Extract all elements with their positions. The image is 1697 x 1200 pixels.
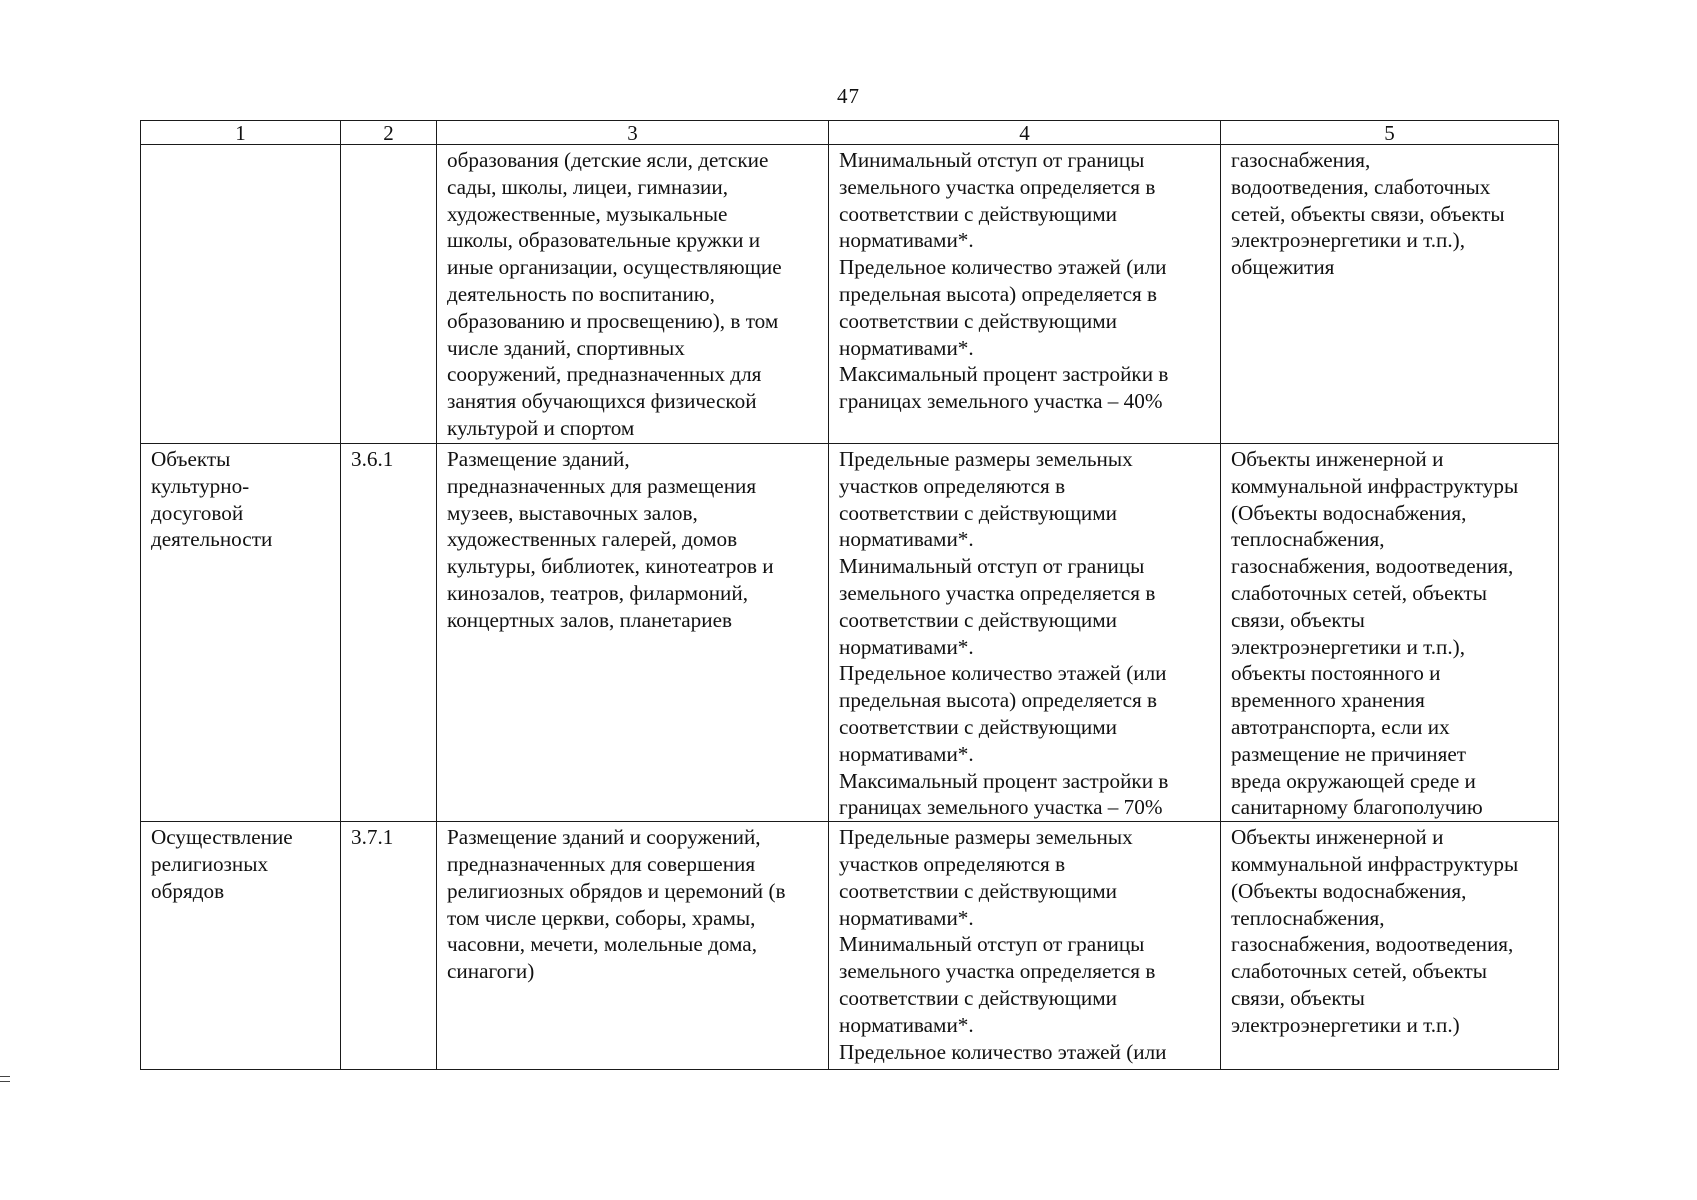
table-row	[141, 444, 1559, 822]
cell-use-type	[141, 822, 341, 1070]
cell-parameters-text: Минимальный отступ от границы земельного участка определяется в соответствии с действующими нормативами*. Предельное количество этажей (или предельная высота) определяется в соответствии с действующими нормативами*. Максимальный процент застройки в границах земельного участка – 40%	[839, 148, 1169, 414]
header-col-3: 3	[437, 121, 829, 145]
cell-parameters	[829, 822, 1221, 1070]
cell-auxiliary-uses	[1221, 145, 1559, 444]
cell-use-type-text: Осуществление религиозных обрядов	[151, 825, 293, 903]
regulations-table	[140, 120, 1559, 1070]
cell-code	[341, 822, 437, 1070]
scan-edge-mark	[0, 1076, 10, 1082]
cell-auxiliary-uses	[1221, 822, 1559, 1070]
cell-parameters	[829, 145, 1221, 444]
cell-use-type	[141, 145, 341, 444]
header-col-1: 1	[141, 121, 341, 145]
cell-auxiliary-uses-text: Объекты инженерной и коммунальной инфраструктуры (Объекты водоснабжения, теплоснабжения, газоснабжения, водоотведения, слаботочных сетей, объекты связи, объекты электроэнергетики и т.п.), объекты постоянного и временного хранения автотранспорта, если их размещение не причиняет вреда окружающей среде и санитарному благополучию	[1231, 447, 1519, 820]
cell-description-text: Размещение зданий, предназначенных для размещения музеев, выставочных залов, художественных галерей, домов культуры, библиотек, кинотеатров и кинозалов, театров, филармоний, концертных залов, планетариев	[447, 447, 774, 632]
header-col-5: 5	[1221, 121, 1559, 145]
cell-description-text: образования (детские ясли, детские сады, школы, лицеи, гимназии, художественные, музыкальные школы, образовательные кружки и иные организации, осуществляющие деятельность по воспитанию, образованию и просвещению), в том числе зданий, спортивных сооружений, предназначенных для занятия обучающихся физической культурой и спортом	[447, 148, 782, 440]
cell-auxiliary-uses	[1221, 444, 1559, 822]
header-row	[141, 121, 1559, 145]
page-number: 47	[837, 84, 860, 108]
cell-use-type-text: Объекты культурно- досуговой деятельности	[151, 447, 273, 552]
cell-parameters-text: Предельные размеры земельных участков определяются в соответствии с действующими нормативами*. Минимальный отступ от границы земельного участка определяется в соответствии с действующими нормативами*. Предельное количество этажей (или предельная высота) определяется в соответствии с действующими нормативами*. Максимальный процент застройки в границах земельного участка – 70%	[839, 447, 1169, 820]
table-row	[141, 822, 1559, 1070]
header-col-4: 4	[829, 121, 1221, 145]
table-row	[141, 145, 1559, 444]
cell-code-text: 3.7.1	[351, 825, 394, 850]
cell-code-text: 3.6.1	[351, 447, 394, 471]
cell-description	[437, 145, 829, 444]
cell-description	[437, 822, 829, 1070]
cell-code	[341, 145, 437, 444]
cell-parameters	[829, 444, 1221, 822]
cell-parameters-text: Предельные размеры земельных участков определяются в соответствии с действующими нормативами*. Минимальный отступ от границы земельного участка определяется в соответствии с действующими нормативами*. Предельное количество этажей (или	[839, 825, 1167, 1064]
header-col-2: 2	[341, 121, 437, 145]
cell-description-text: Размещение зданий и сооружений, предназначенных для совершения религиозных обрядов и церемоний (в том числе церкви, соборы, храмы, часовни, мечети, молельные дома, синагоги)	[447, 825, 786, 984]
cell-use-type	[141, 444, 341, 822]
cell-auxiliary-uses-text: Объекты инженерной и коммунальной инфраструктуры (Объекты водоснабжения, теплоснабжения, газоснабжения, водоотведения, слаботочных сетей, объекты связи, объекты электроэнергетики и т.п.)	[1231, 825, 1519, 1037]
cell-code	[341, 444, 437, 822]
cell-description	[437, 444, 829, 822]
cell-auxiliary-uses-text: газоснабжения, водоотведения, слаботочных сетей, объекты связи, объекты электроэнергетики и т.п.), общежития	[1231, 148, 1505, 280]
